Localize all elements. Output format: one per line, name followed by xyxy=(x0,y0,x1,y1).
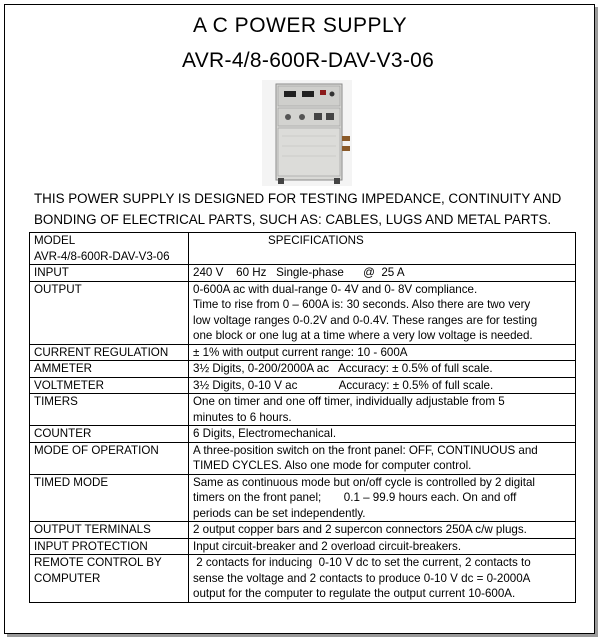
spec-value-cell xyxy=(189,394,576,426)
spec-label-cell xyxy=(30,538,189,555)
header-model-value: AVR-4/8-600R-DAV-V3-06 xyxy=(34,249,170,263)
table-row xyxy=(30,344,576,361)
spec-label: CURRENT REGULATION xyxy=(34,345,169,359)
spec-label-cell xyxy=(30,394,189,426)
spec-label: AMMETER xyxy=(34,362,92,375)
spec-label-cell xyxy=(30,361,189,378)
spec-label-cell xyxy=(30,281,189,344)
table-row xyxy=(30,442,576,474)
header-specifications-label: SPECIFICATIONS xyxy=(268,234,364,247)
spec-value-line: 2 contacts for inducing 0-10 V dc to set the current, 2 contacts to xyxy=(193,556,531,569)
spec-label-cell xyxy=(30,555,189,603)
spec-label: OUTPUT TERMINALS xyxy=(34,523,151,536)
table-row xyxy=(30,265,576,282)
header-specifications-cell xyxy=(189,233,576,265)
table-row xyxy=(30,361,576,378)
spec-value-line: low voltage ranges 0-0.2V and 0-0.4V. These ranges are for testing xyxy=(193,313,538,327)
spec-value-line: one block or one lug at a time where a very low voltage is needed. xyxy=(193,329,533,342)
spec-label: REMOTE CONTROL BY xyxy=(34,556,162,569)
power-supply-cabinet-photo xyxy=(262,80,352,186)
spec-value-cell xyxy=(189,426,576,443)
spec-value-line: 3½ Digits, 0-10 V ac Accuracy: ± 0.5% of full scale. xyxy=(193,378,494,392)
spec-value-line: 240 V 60 Hz Single-phase @ 25 A xyxy=(193,266,405,279)
spec-value-line: Same as continuous mode but on/off cycle is controlled by 2 digital xyxy=(193,475,535,489)
spec-label: MODE OF OPERATION xyxy=(34,443,159,457)
spec-label: COMPUTER xyxy=(34,571,101,585)
intro-line: BONDING OF ELECTRICAL PARTS, SUCH AS: CABLES, LUGS AND METAL PARTS. xyxy=(34,212,552,227)
model-title: AVR-4/8-600R-DAV-V3-06 xyxy=(182,49,435,72)
table-row xyxy=(30,394,576,426)
spec-label-cell xyxy=(30,265,189,282)
table-row xyxy=(30,522,576,539)
spec-value-line: 2 output copper bars and 2 supercon connectors 250A c/w plugs. xyxy=(193,523,527,536)
table-row xyxy=(30,281,576,344)
spec-label-cell xyxy=(30,426,189,443)
header-model-label: MODEL xyxy=(34,234,76,247)
spec-value-line: TIMED CYCLES. Also one mode for computer control. xyxy=(193,459,472,472)
spec-value-cell xyxy=(189,361,576,378)
spec-value-line: timers on the front panel; 0.1 – 99.9 hours each. On and off xyxy=(193,491,517,504)
spec-value-cell xyxy=(189,522,576,539)
spec-value-cell xyxy=(189,344,576,361)
spec-label: OUTPUT xyxy=(34,282,82,296)
spec-value-line: Input circuit-breaker and 2 overload circuit-breakers. xyxy=(193,539,462,553)
spec-label-cell xyxy=(30,377,189,394)
table-row xyxy=(30,555,576,603)
spec-label: INPUT PROTECTION xyxy=(34,539,148,553)
spec-label: INPUT xyxy=(34,266,69,279)
spec-value-line: sense the voltage and 2 contacts to produce 0-10 V dc = 0-2000A xyxy=(193,571,531,585)
spec-value-line: 6 Digits, Electromechanical. xyxy=(193,427,337,440)
spec-label: TIMERS xyxy=(34,395,78,408)
intro-paragraph xyxy=(34,188,574,230)
spec-value-line: 3½ Digits, 0-200/2000A ac Accuracy: ± 0.5% of full scale. xyxy=(193,362,493,375)
table-row xyxy=(30,377,576,394)
spec-label: COUNTER xyxy=(34,427,92,440)
spec-value-cell xyxy=(189,281,576,344)
spec-value-cell xyxy=(189,442,576,474)
spec-value-line: One on timer and one off timer, individually adjustable from 5 xyxy=(193,395,505,408)
spec-value-line: ± 1% with output current range: 10 - 600A xyxy=(193,345,408,359)
document-title: A C POWER SUPPLY xyxy=(193,14,408,37)
spec-value-line: A three-position switch on the front panel: OFF, CONTINUOUS and xyxy=(193,443,538,457)
spec-value-line: periods can be set independently. xyxy=(193,506,366,520)
spec-value-cell xyxy=(189,265,576,282)
intro-line: THIS POWER SUPPLY IS DESIGNED FOR TESTING IMPEDANCE, CONTINUITY AND xyxy=(34,191,562,206)
spec-value-line: output for the computer to regulate the output current 10-600A. xyxy=(193,587,516,600)
spec-label: TIMED MODE xyxy=(34,475,109,489)
spec-label-cell xyxy=(30,344,189,361)
spec-value-cell xyxy=(189,474,576,522)
spec-value-line: 0-600A ac with dual-range 0- 4V and 0- 8V compliance. xyxy=(193,282,478,296)
header-model-cell xyxy=(30,233,189,265)
spec-label-cell xyxy=(30,442,189,474)
spec-value-line: Time to rise from 0 – 600A is: 30 seconds. Also there are two very xyxy=(193,298,531,311)
table-row xyxy=(30,538,576,555)
spec-value-cell xyxy=(189,555,576,603)
spec-label-cell xyxy=(30,522,189,539)
specifications-body xyxy=(30,265,576,603)
spec-value-cell xyxy=(189,538,576,555)
table-row xyxy=(30,474,576,522)
spec-label: VOLTMETER xyxy=(34,378,104,392)
table-header-row xyxy=(30,233,576,265)
table-row xyxy=(30,426,576,443)
specifications-table xyxy=(29,232,576,603)
spec-value-line: minutes to 6 hours. xyxy=(193,410,292,424)
spec-value-cell xyxy=(189,377,576,394)
spec-label-cell xyxy=(30,474,189,522)
